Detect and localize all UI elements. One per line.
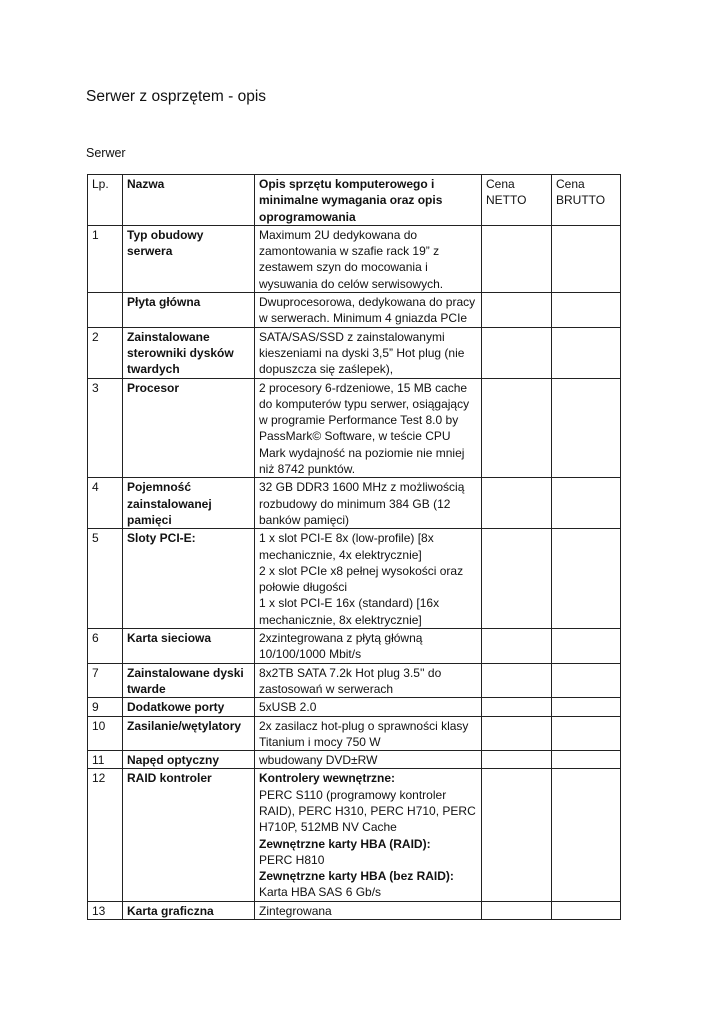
row-price-gross [552, 769, 621, 901]
table-row [88, 529, 621, 629]
row-price-net [482, 529, 552, 629]
row-number: 13 [88, 901, 123, 919]
row-description [255, 327, 482, 378]
description-text: Zintegrowana [259, 903, 332, 918]
description-text: 2x zasilacz hot-plug o sprawności klasy Titanium i mocy 750 W [259, 718, 469, 749]
row-number: 12 [88, 769, 123, 901]
row-price-gross [552, 478, 621, 529]
table-header-row [88, 175, 621, 226]
row-number: 3 [88, 378, 123, 478]
row-description [255, 698, 482, 716]
row-price-net [482, 225, 552, 292]
table-row [88, 698, 621, 716]
row-description [255, 529, 482, 629]
table-row [88, 378, 621, 478]
description-text: Maximum 2U dedykowana do zamontowania w szafie rack 19” z zestawem szyn do mocowania i wysuwania do celów serwisowych. [259, 227, 444, 291]
row-description [255, 769, 482, 901]
description-text: 32 GB DDR3 1600 MHz z możliwością rozbudowy do minimum 384 GB (12 banków pamięci) [259, 480, 465, 527]
row-price-gross [552, 901, 621, 919]
description-text: SATA/SAS/SSD z zainstalowanymi kieszeniami na dyski 3,5” Hot plug (nie dopuszcza się zaślepek), [259, 329, 465, 377]
row-price-net [482, 751, 552, 769]
row-number: 7 [88, 663, 123, 698]
table-row [88, 901, 621, 919]
row-price-net [482, 478, 552, 529]
row-component-name: Zainstalowane sterowniki dysków twardych [123, 327, 255, 378]
table-row [88, 478, 621, 529]
description-text: Karta HBA SAS 6 Gb/s [259, 885, 382, 900]
row-number: 9 [88, 698, 123, 716]
row-number: 4 [88, 478, 123, 529]
table-body [88, 225, 621, 919]
description-text: 8x2TB SATA 7.2k Hot plug 3.5'' do zastosowań w serwerach [259, 665, 442, 696]
header-name: Nazwa [123, 175, 255, 226]
table-row [88, 716, 621, 751]
row-price-net [482, 378, 552, 478]
header-price-net: Cena NETTO [482, 175, 552, 226]
row-description [255, 716, 482, 751]
row-price-gross [552, 327, 621, 378]
row-component-name: Sloty PCI-E: [123, 529, 255, 629]
row-component-name: Procesor [123, 378, 255, 478]
row-number: 10 [88, 716, 123, 751]
description-text: 2xzintegrowana z płytą główną 10/100/1000 Mbit/s [259, 631, 423, 662]
row-price-gross [552, 293, 621, 328]
row-price-net [482, 663, 552, 698]
row-price-net [482, 629, 552, 664]
header-lp: Lp. [88, 175, 123, 226]
row-description [255, 629, 482, 664]
description-text: 1 x slot PCI-E 16x (standard) [16x mechanicznie, 8x elektrycznie] [259, 596, 440, 627]
row-number: 1 [88, 225, 123, 292]
row-description [255, 378, 482, 478]
description-text: 1 x slot PCI-E 8x (low-profile) [8x mechanicznie, 4x elektrycznie] [259, 531, 434, 562]
row-price-net [482, 716, 552, 751]
row-number: 11 [88, 751, 123, 769]
row-number: 6 [88, 629, 123, 664]
row-component-name: Pojemność zainstalowanej pamięci [123, 478, 255, 529]
row-number: 5 [88, 529, 123, 629]
row-component-name: Dodatkowe porty [123, 698, 255, 716]
row-component-name: Karta graficzna [123, 901, 255, 919]
description-text: wbudowany DVD±RW [259, 753, 378, 768]
description-text: 2 x slot PCIe x8 pełnej wysokości oraz połowie długości [259, 563, 464, 595]
row-description [255, 901, 482, 919]
row-price-gross [552, 529, 621, 629]
row-description [255, 293, 482, 328]
row-price-gross [552, 629, 621, 664]
row-number [88, 293, 123, 328]
header-description: Opis sprzętu komputerowego i minimalne wymagania oraz opis oprogramowania [255, 175, 482, 226]
table-row [88, 629, 621, 664]
row-description [255, 751, 482, 769]
row-price-gross [552, 716, 621, 751]
row-component-name: RAID kontroler [123, 769, 255, 901]
row-price-net [482, 293, 552, 328]
row-component-name: Płyta główna [123, 293, 255, 328]
table-row [88, 293, 621, 328]
table-row [88, 327, 621, 378]
row-price-gross [552, 698, 621, 716]
row-price-net [482, 901, 552, 919]
description-subheading: Zewnętrzne karty HBA (bez RAID): [259, 869, 454, 884]
description-text: 5xUSB 2.0 [259, 700, 317, 715]
table-row [88, 225, 621, 292]
row-component-name: Zasilanie/wętylatory [123, 716, 255, 751]
row-description [255, 478, 482, 529]
table-row [88, 769, 621, 901]
row-component-name: Zainstalowane dyski twarde [123, 663, 255, 698]
description-subheading: Zewnętrzne karty HBA (RAID): [259, 836, 431, 851]
description-text: PERC S110 (programowy kontroler RAID), PERC H310, PERC H710, PERC H710P, 512MB NV Cache [259, 787, 476, 835]
row-description [255, 225, 482, 292]
row-price-net [482, 327, 552, 378]
description-text: Dwuprocesorowa, dedykowana do pracy w serwerach. Minimum 4 gniazda PCIe [259, 295, 476, 326]
header-price-gross: Cena BRUTTO [552, 175, 621, 226]
description-subheading: Kontrolery wewnętrzne: [259, 771, 396, 786]
table-row [88, 751, 621, 769]
row-price-gross [552, 378, 621, 478]
row-price-net [482, 698, 552, 716]
description-text: PERC H810 [259, 852, 325, 867]
row-component-name: Napęd optyczny [123, 751, 255, 769]
document-title: Serwer z osprzętem - opis [86, 88, 267, 105]
table-row [88, 663, 621, 698]
row-price-gross [552, 225, 621, 292]
row-price-gross [552, 751, 621, 769]
row-price-net [482, 769, 552, 901]
row-component-name: Typ obudowy serwera [123, 225, 255, 292]
row-component-name: Karta sieciowa [123, 629, 255, 664]
row-number: 2 [88, 327, 123, 378]
server-spec-table [87, 174, 621, 920]
row-price-gross [552, 663, 621, 698]
section-subtitle: Serwer [86, 146, 126, 160]
row-description [255, 663, 482, 698]
description-text: 2 procesory 6-rdzeniowe, 15 MB cache do komputerów typu serwer, osiągający w programie Performance Test 8.0 by PassMark© Software, w teście CPU Mark wydajność na poziomie nie mniej niż 8742 punktów. [259, 380, 470, 477]
